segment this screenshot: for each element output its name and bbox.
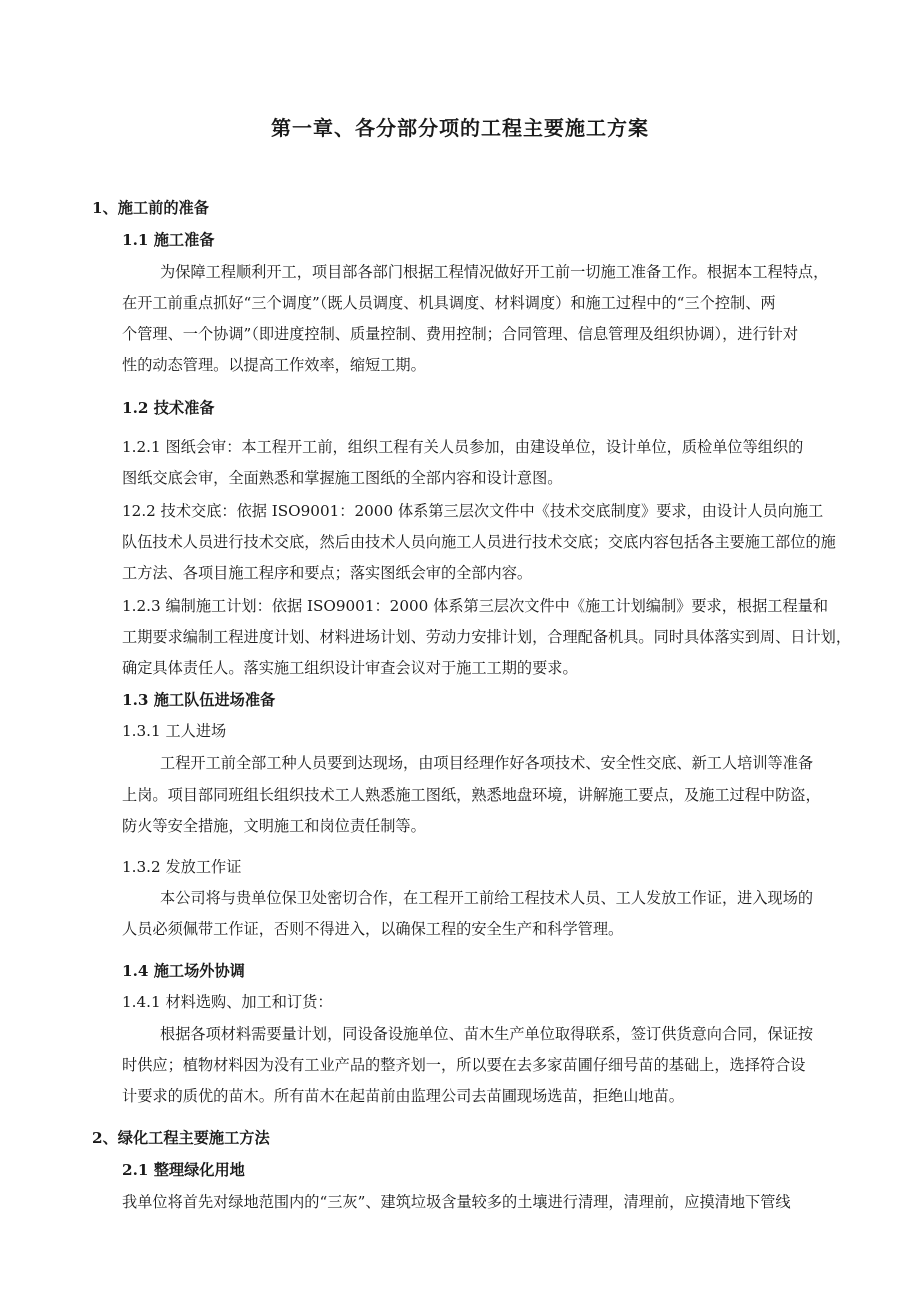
chapter-title: 第一章、各分部分项的工程主要施工方案 <box>271 116 649 140</box>
paragraph-line: 工期要求编制工程进度计划、材料进场计划、劳动力安排计划，合理配备机具。同时具体落实到周、日计划， <box>122 628 851 646</box>
paragraph-line: 人员必须佩带工作证，否则不得进入，以确保工程的安全生产和科学管理。 <box>122 920 624 938</box>
paragraph-line: 为保障工程顺利开工，项目部各部门根据工程情况做好开工前一切施工准备工作。根据本工程特点， <box>160 263 829 281</box>
subsection-heading-1-3: 1.3 施工队伍进场准备 <box>122 691 276 709</box>
paragraph-line: 根据各项材料需要量计划，同设备设施单位、苗木生产单位取得联系，签订供货意向合同，保证按 <box>160 1025 814 1043</box>
paragraph-line: 工方法、各项目施工程序和要点；落实图纸会审的全部内容。 <box>122 564 533 582</box>
subsection-heading-1-4-1: 1.4.1 材料选购、加工和订货： <box>122 993 333 1011</box>
paragraph-line: 12.2 技术交底：依据 ISO9001：2000 体系第三层次文件中《技术交底制度》要求，由设计人员向施工 <box>122 502 824 520</box>
paragraph-line: 防火等安全措施，文明施工和岗位责任制等。 <box>122 817 426 835</box>
paragraph-line: 上岗。项目部同班组长组织技术工人熟悉施工图纸，熟悉地盘环境，讲解施工要点，及施工过程中防盗， <box>122 786 821 804</box>
paragraph-line: 图纸交底会审，全面熟悉和掌握施工图纸的全部内容和设计意图。 <box>122 469 563 487</box>
subsection-heading-1-2: 1.2 技术准备 <box>122 399 215 417</box>
subsection-heading-2-1: 2.1 整理绿化用地 <box>122 1161 245 1179</box>
paragraph-line: 在开工前重点抓好“三个调度”（既人员调度、机具调度、材料调度）和施工过程中的“三个控制、两 <box>122 294 776 312</box>
paragraph-line: 性的动态管理。以提高工作效率，缩短工期。 <box>122 356 426 374</box>
paragraph-line: 工程开工前全部工种人员要到达现场，由项目经理作好各项技术、安全性交底、新工人培训等准备 <box>160 754 814 772</box>
paragraph-line: 1.2.1 图纸会审：本工程开工前，组织工程有关人员参加，由建设单位，设计单位，质检单位等组织的 <box>122 438 804 456</box>
paragraph-line: 队伍技术人员进行技术交底，然后由技术人员向施工人员进行技术交底；交底内容包括各主要施工部位的施 <box>122 533 836 551</box>
paragraph-line: 我单位将首先对绿地范围内的“三灰”、建筑垃圾含量较多的土壤进行清理，清理前，应摸清地下管线 <box>122 1193 791 1211</box>
subsection-heading-1-3-1: 1.3.1 工人进场 <box>122 722 227 740</box>
subsection-heading-1-3-2: 1.3.2 发放工作证 <box>122 858 242 876</box>
paragraph-line: 个管理、一个协调”（即进度控制、质量控制、费用控制；合同管理、信息管理及组织协调），进行针对 <box>122 325 799 343</box>
subsection-heading-1-1: 1.1 施工准备 <box>122 231 215 249</box>
section-heading-2: 2、绿化工程主要施工方法 <box>92 1129 270 1147</box>
paragraph-line: 确定具体责任人。落实施工组织设计审查会议对于施工工期的要求。 <box>122 659 578 677</box>
paragraph-line: 时供应；植物材料因为没有工业产品的整齐划一，所以要在去多家苗圃仔细号苗的基础上，选择符合设 <box>122 1056 806 1074</box>
paragraph-line: 1.2.3 编制施工计划：依据 ISO9001：2000 体系第三层次文件中《施工计划编制》要求，根据工程量和 <box>122 597 829 615</box>
paragraph-line: 计要求的质优的苗木。所有苗木在起苗前由监理公司去苗圃现场选苗，拒绝山地苗。 <box>122 1087 684 1105</box>
section-heading-1: 1、施工前的准备 <box>92 199 209 217</box>
paragraph-line: 本公司将与贵单位保卫处密切合作，在工程开工前给工程技术人员、工人发放工作证，进入现场的 <box>160 889 814 907</box>
subsection-heading-1-4: 1.4 施工场外协调 <box>122 962 245 980</box>
